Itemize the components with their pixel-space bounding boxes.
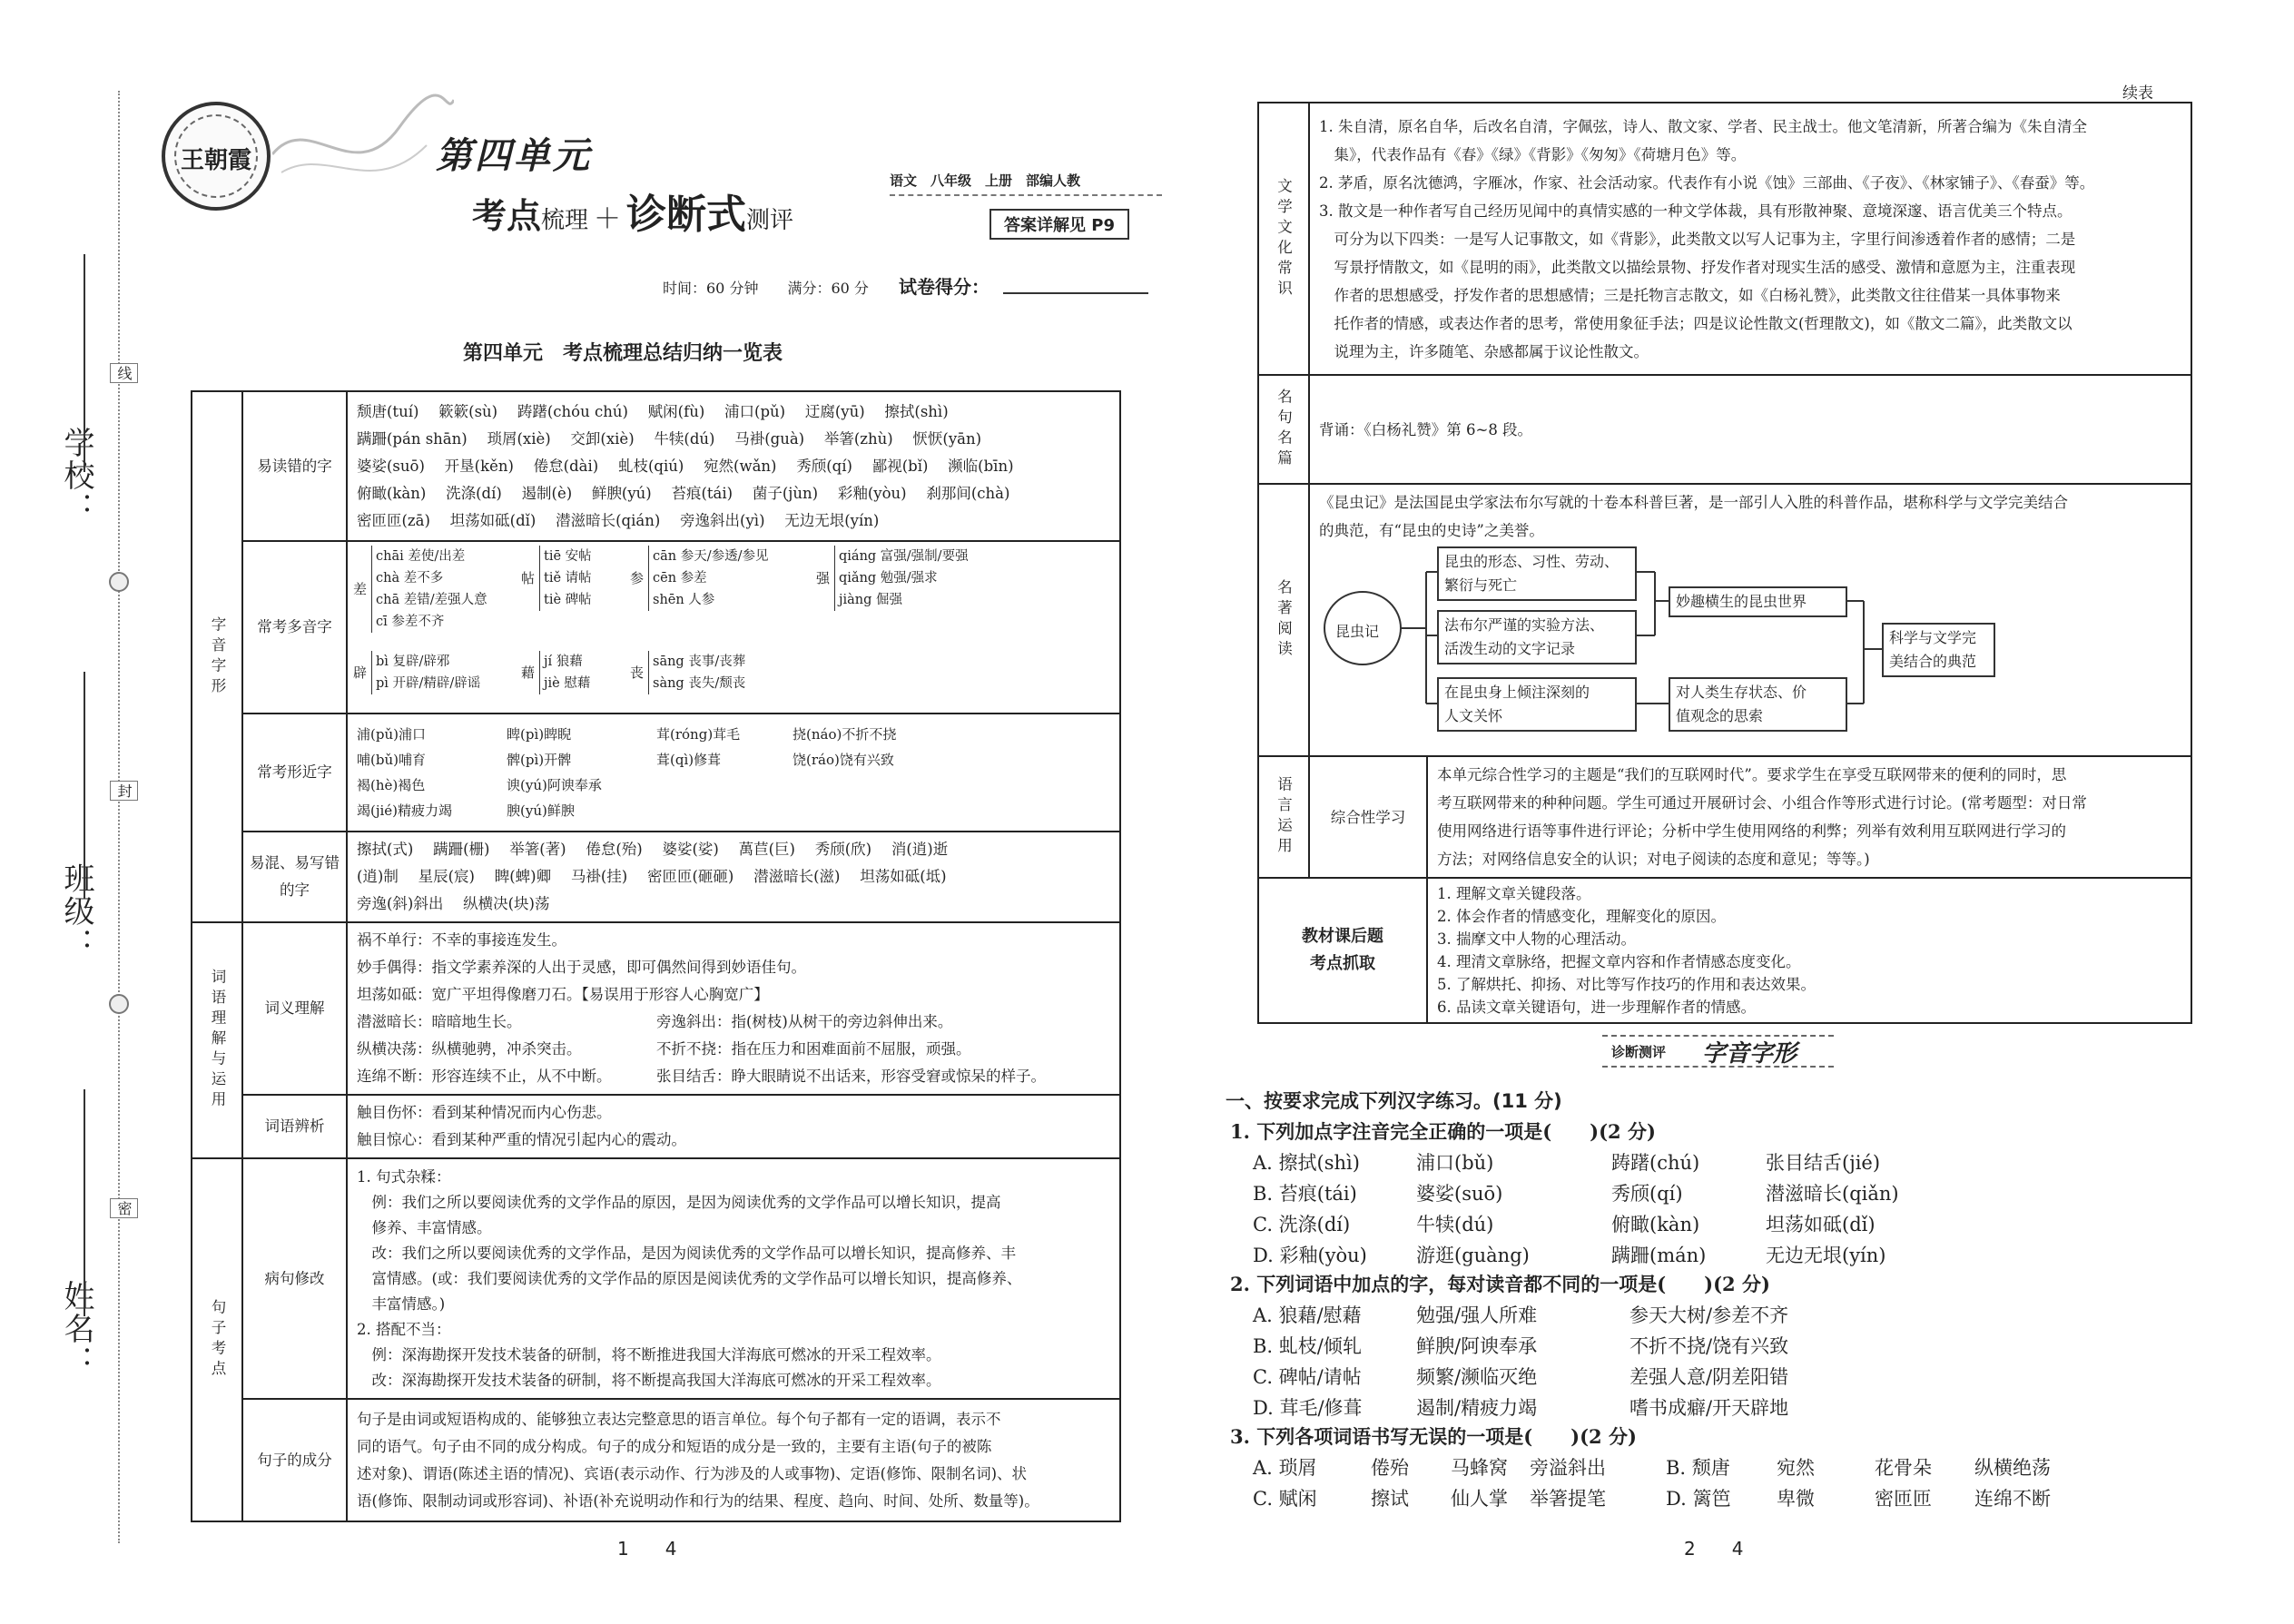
question-1: 1. 下列加点字注音完全正确的一项是( )(2 分): [1230, 1120, 1656, 1143]
similar-char: 褐(hè)褐色: [357, 777, 426, 793]
node-text: 在昆虫身上倾注深刻的: [1444, 684, 1590, 701]
literature-cell: [1309, 103, 2191, 375]
misread-chars-cell: [347, 391, 1120, 541]
text-line: 改：深海勘探开发技术装备的研制，将不断提高我国大洋海底可燃冰的开采工程效率。: [357, 1371, 941, 1389]
answer-option[interactable]: 举箸提笔: [1530, 1488, 1606, 1510]
text-line: 2. 搭配不当：: [357, 1320, 451, 1338]
answer-option[interactable]: 擦试: [1371, 1488, 1409, 1510]
text-line: 颓唐(tuí) 簌簌(sù) 踌躇(chóu chú) 赋闲(fù) 浦口(pǔ) 迂腐(yū) 擦拭(shì): [357, 402, 949, 420]
node-text: 人文关怀: [1444, 707, 1503, 724]
seal-tag-seal: 封: [110, 781, 138, 801]
category-sentences: 句子考点: [192, 1158, 242, 1521]
answer-option[interactable]: 仙人掌: [1451, 1488, 1508, 1510]
page-number-left: 1 4: [617, 1538, 677, 1560]
text-line: 考互联网带来的种种问题。学生可通过开展研讨会、小组合作等形式进行讨论。(常考题型：对日常: [1437, 794, 2087, 812]
mind-map-node: [1437, 546, 1637, 601]
similar-char: 髀(pì)开髀: [507, 752, 572, 768]
text-line: 触目惊心：看到某种严重的情况引起内心的震动。: [357, 1131, 686, 1148]
node-text: 美结合的典范: [1889, 653, 1977, 670]
polyphonic-char: 参: [630, 570, 645, 586]
question-2: 2. 下列词语中加点的字，每对读音都不同的一项是( )(2 分): [1230, 1273, 1770, 1295]
continued-label: 续表: [2122, 84, 2153, 103]
similar-char: 挠(náo)不折不挠: [793, 726, 897, 743]
name-label: 姓名：: [58, 1280, 94, 1378]
text-line: 例：我们之所以要阅读优秀的文学作品的原因，是因为阅读优秀的文学作品可以增长知识，提高: [357, 1193, 1001, 1211]
text-line: 《昆虫记》是法国昆虫学家法布尔写就的十卷本科普巨著，是一部引人入胜的科普作品，堪称科学与文学完美结合: [1319, 494, 2068, 511]
text-line: 俯瞰(kàn) 洗涤(dí) 遏制(è) 鲜腴(yú) 苔痕(tái) 菌子(jùn) 彩釉(yòu) 刹那间(chà): [357, 484, 1010, 502]
mind-map-node: 妙趣横生的昆虫世界: [1669, 586, 1847, 617]
answer-option[interactable]: A. 擦拭(shì): [1253, 1152, 1360, 1174]
text-line: 2. 茅盾，原名沈德鸿，字雁冰，作家、社会活动家。代表作有小说《蚀》三部曲、《子夜》、《林家铺子》、《春蚕》等。: [1319, 173, 2095, 192]
answer-reference: 答案详解见 P9: [989, 209, 1129, 240]
text-line: 句子是由词或短语构成的、能够独立表达完整意思的语言单位。每个句子都有一定的语调，表示不: [357, 1410, 1001, 1428]
answer-option[interactable]: C. 洗涤(dí): [1253, 1214, 1351, 1235]
section-banner: [1602, 1035, 1834, 1068]
node-text: 值观念的思索: [1676, 707, 1764, 724]
polyphonic-char: 帖: [521, 570, 536, 586]
text-line: pì 开辟/精辟/辟谣: [376, 676, 481, 691]
subcategory-label: 易混、易写错的字: [242, 832, 347, 922]
text-line: 妙手偶得：指文学素养深的人出于灵感，即可偶然间得到妙语佳句。: [357, 959, 806, 976]
binding-hole: [109, 572, 129, 592]
text-line: 密匝匝(zā) 坦荡如砥(dǐ) 潜滋暗长(qián) 旁逸斜出(yì) 无边无垠(yín): [357, 511, 880, 529]
text-line: 祸不单行：不幸的事接连发生。: [357, 931, 566, 949]
similar-chars-cell: [347, 714, 1120, 832]
answer-option[interactable]: 连绵不断: [1974, 1488, 2051, 1510]
text-line: 丰富情感。): [357, 1294, 446, 1313]
answer-option[interactable]: 参天大树/参差不齐: [1629, 1304, 1789, 1326]
answer-option[interactable]: 张目结舌(jié): [1766, 1152, 1881, 1174]
course-info: 语文 八年级 上册 部编人教: [890, 172, 1081, 189]
sentence-components-cell: [347, 1399, 1120, 1521]
answer-option[interactable]: B. 虬枝/倾轧: [1253, 1335, 1362, 1357]
text-line: sāng 丧事/丧葬: [653, 655, 746, 669]
mind-map-node: [1882, 623, 1995, 677]
text-line: 1. 理解文章关键段落。: [1437, 885, 1591, 902]
label-line: 考点抓取: [1310, 954, 1375, 973]
summary-table: [191, 390, 1121, 1522]
text-line: 作者的思想感受，抒发作者的思想感情；三是托物言志散文，如《白杨礼赞》，此类散文往往借某一具体事物来: [1319, 286, 2061, 304]
textbook-exercise-cell: [1427, 878, 2191, 1023]
polyphonic-char: 强: [816, 570, 831, 586]
text-line: chà 差不多: [376, 571, 444, 586]
subcategory-label: 综合性学习: [1309, 756, 1427, 878]
text-line: 蹒跚(pán shān) 琐屑(xiè) 交卸(xiè) 牛犊(dú) 马褂(guà) 举箸(zhù) 恹恹(yān): [357, 429, 982, 448]
text-line: 婆娑(suō) 开垦(kěn) 倦怠(dài) 虬枝(qiú) 宛然(wǎn) 秀颀(qí) 鄙视(bǐ) 濒临(bīn): [357, 457, 1014, 475]
class-blank: [84, 672, 85, 899]
category-classic-reading: 名著阅读: [1258, 484, 1309, 756]
header-subtitle: [472, 182, 793, 240]
answer-option[interactable]: A. 琐屑: [1253, 1457, 1317, 1479]
text-line: 的典范，有“昆虫的史诗”之美誉。: [1319, 522, 1544, 539]
text-line: 方法；对网络信息安全的认识；对电子阅读的态度和意见；等等。): [1437, 851, 1870, 868]
text-line: jiè 慰藉: [544, 676, 591, 691]
text-line: 擦拭(式) 蹒跚(栅) 举箸(著) 倦怠(殆) 婆娑(娑) 萬苣(巨) 秀颀(欣) 消(逍)逝: [357, 841, 949, 858]
category-literature: 文学文化常识: [1258, 103, 1309, 375]
polyphonic-char: 藉: [521, 664, 536, 681]
text-line: 本单元综合性学习的主题是“我们的互联网时代”。要求学生在享受互联网带来的便利的同时，思: [1437, 766, 2067, 783]
text-line: 修养、丰富情感。: [357, 1218, 492, 1236]
text-line: 说理为主，许多随笔、杂感都属于议论性散文。: [1319, 342, 1649, 360]
text-line: cān 参天/参透/参见: [653, 549, 769, 564]
answer-option[interactable]: 潜滋暗长(qiǎn): [1766, 1183, 1899, 1205]
similar-char: 茸(róng)茸毛: [656, 726, 741, 743]
answer-option[interactable]: 坦荡如砥(dǐ): [1766, 1214, 1876, 1235]
text-line: 1. 朱自清，原名自华，后改名自清，字佩弦，诗人、散文家、学者、民主战士。他文笔清新，所著合编为《朱自清全: [1319, 117, 2087, 135]
text-line: 张目结舌：睁大眼睛说不出话来，形容受窘或惊呆的样子。: [656, 1068, 1046, 1085]
similar-char: 浦(pǔ)浦口: [357, 726, 426, 743]
category-pronunciation: 字音字形: [192, 391, 242, 922]
text-line: 连绵不断：形容连续不止，从不中断。: [357, 1068, 612, 1085]
subcategory-label: 词语辨析: [242, 1095, 347, 1158]
similar-char: 葺(qì)修葺: [656, 752, 722, 768]
mind-map-node: [1669, 677, 1847, 732]
category-famous-lines: 名句名篇: [1258, 375, 1309, 484]
text-line: chā 差错/差强人意: [376, 593, 487, 607]
text-line: 使用网络进行语等事件进行评论；分析中学生使用网络的利弊；列举有效利用互联网进行学习的: [1437, 822, 2066, 840]
time-info: 时间：60 分钟 满分：60 分: [663, 280, 869, 297]
text-line: 4. 理清文章脉络，把握文章内容和作者情感态度变化。: [1437, 953, 1801, 970]
answer-option[interactable]: 遏制/精疲力竭: [1416, 1397, 1538, 1419]
text-line: 改：我们之所以要阅读优秀的文学作品，是因为阅读优秀的文学作品可以增长知识，提高修养、丰: [357, 1244, 1016, 1262]
answer-option[interactable]: 纵横绝荡: [1974, 1457, 2051, 1479]
page-number-right: 2 4: [1684, 1538, 1744, 1560]
answer-option[interactable]: D. 篱笆: [1666, 1488, 1731, 1510]
score-field[interactable]: [1003, 292, 1148, 294]
subcategory-label: 常考形近字: [242, 714, 347, 832]
node-text: 科学与文学完: [1889, 629, 1977, 646]
text-line: 述对象)、谓语(陈述主语的情况)、宾语(表示动作、行为涉及的人或事物)、定语(修饰、限制名词)、状: [357, 1464, 1028, 1482]
seal-tag-secret: 密: [110, 1198, 138, 1218]
similar-char: 睥(pì)睥睨: [507, 726, 572, 743]
text-line: 坦荡如砥：宽广平坦得像磨刀石。【易误用于形容人心胸宽广】: [357, 986, 769, 1003]
text-line: sàng 丧失/颓丧: [653, 676, 746, 691]
answer-option[interactable]: 勉强/强人所难: [1416, 1304, 1538, 1326]
answer-option[interactable]: 俯瞰(kàn): [1611, 1214, 1700, 1235]
subtitle-part: 测评: [746, 207, 794, 234]
node-text: 对人类生存状态、价: [1676, 684, 1807, 701]
text-line: chāi 差使/出差: [376, 549, 466, 564]
label-line: 教材课后题: [1302, 927, 1383, 946]
text-line: 集》，代表作品有《春》《绿》《背影》《匆匆》《荷塘月色》等。: [1319, 145, 1747, 163]
text-line: 触目伤怀：看到某种情况而内心伤悲。: [357, 1104, 612, 1121]
name-blank: [84, 1089, 85, 1316]
famous-lines-cell: 背诵：《白杨礼赞》第 6~8 段。: [1309, 375, 2191, 484]
answer-option[interactable]: 不折不挠/饶有兴致: [1629, 1335, 1789, 1357]
answer-option[interactable]: 秀颀(qí): [1611, 1183, 1683, 1205]
textbook-exercise-label: [1258, 878, 1427, 1023]
answer-option[interactable]: 频繁/濒临灭绝: [1416, 1366, 1538, 1388]
similar-char: 谀(yú)阿谀奉承: [507, 777, 602, 793]
seal-tag-line: 线: [110, 363, 138, 383]
answer-option[interactable]: C. 碑帖/请帖: [1253, 1366, 1362, 1388]
sentence-correction-cell: [347, 1158, 1120, 1399]
answer-option[interactable]: D. 彩釉(yòu): [1253, 1245, 1367, 1266]
answer-option[interactable]: 游逛(guàng): [1416, 1245, 1530, 1266]
answer-option[interactable]: 鲜腴/阿谀奉承: [1416, 1335, 1538, 1357]
score-label: 试卷得分：: [899, 276, 989, 298]
unit-title: 第四单元: [436, 135, 592, 177]
text-line: 语(修饰、限制动词或形容词)、补语(补充说明动作和行为的结果、程度、趋向、时间、处所、数量等)。: [357, 1491, 1039, 1510]
answer-option[interactable]: B. 颓唐: [1666, 1457, 1730, 1479]
subcategory-label: 句子的成分: [242, 1399, 347, 1521]
subcategory-label: 病句修改: [242, 1158, 347, 1399]
answer-option[interactable]: 倦殆: [1371, 1457, 1409, 1479]
logo-text: 王朝霞: [180, 147, 251, 174]
subcategory-label: 词义理解: [242, 922, 347, 1095]
text-line: 6. 品读文章关键语句，进一步理解作者的情感。: [1437, 999, 1756, 1016]
mind-map: [1319, 545, 2181, 740]
binding-hole: [109, 994, 129, 1014]
answer-option[interactable]: 蹒跚(mán): [1611, 1245, 1707, 1266]
text-line: qiáng 富强/强制/要强: [839, 549, 969, 564]
summary-title: 第四单元 考点梳理总结归纳一览表: [463, 342, 783, 365]
answer-option[interactable]: 马蜂窝: [1451, 1457, 1508, 1479]
node-text: 昆虫的形态、习性、劳动、: [1444, 553, 1620, 570]
text-line: shēn 人参: [653, 593, 715, 607]
mind-map-node: [1437, 677, 1637, 732]
text-line: 写景抒情散文，如《昆明的雨》，此类散文以描绘景物、抒发作者对现实生活的感受、激情和意愿为主，注重表现: [1319, 258, 2076, 276]
question-3: 3. 下列各项词语书写无误的一项是( )(2 分): [1230, 1425, 1637, 1448]
text-line: 富情感。(或：我们要阅读优秀的文学作品的原因是阅读优秀的文学作品可以增长知识，提高修养、: [357, 1269, 1022, 1287]
subtitle-part: 考点: [472, 196, 542, 236]
answer-option[interactable]: A. 狼藉/慰藉: [1253, 1304, 1362, 1326]
answer-option[interactable]: 浦口(bǔ): [1416, 1152, 1494, 1174]
subcategory-label: 常考多音字: [242, 541, 347, 714]
node-text: 法布尔严谨的实验方法、: [1444, 616, 1605, 634]
text-line: 1. 句式杂糅：: [357, 1167, 451, 1186]
text-line: tiē 安帖: [544, 549, 592, 564]
section-heading: 一、按要求完成下列汉字练习。(11 分): [1226, 1090, 1562, 1112]
similar-char: 竭(jié)精疲力竭: [357, 802, 453, 819]
node-text: 繁衍与死亡: [1444, 576, 1518, 594]
text-line: 旁逸(斜)斜出 纵横决(块)荡: [357, 895, 550, 912]
subtitle-part: 梳理: [541, 207, 589, 234]
text-line: 5. 了解烘托、抑扬、对比等写作技巧的作用和表达效果。: [1437, 976, 1816, 993]
answer-option[interactable]: 踌躇(chú): [1611, 1152, 1700, 1174]
text-line: 纵横决荡：纵横驰骋，冲杀突击。: [357, 1040, 582, 1058]
confusable-chars-cell: [347, 832, 1120, 922]
answer-option[interactable]: 卑微: [1777, 1488, 1815, 1510]
answer-option[interactable]: 旁溢斜出: [1530, 1457, 1606, 1479]
text-line: 潜滋暗长：暗暗地生长。: [357, 1013, 522, 1030]
text-line: tiě 请帖: [544, 571, 592, 586]
header-divider: [890, 194, 1162, 196]
mind-map-node: [1437, 610, 1637, 664]
text-line: qiǎng 勉强/强求: [839, 571, 938, 586]
answer-option[interactable]: D. 茸毛/修葺: [1253, 1397, 1363, 1419]
text-line: bì 复辟/辟邪: [376, 655, 450, 669]
school-blank: [84, 254, 85, 472]
answer-option[interactable]: 宛然: [1777, 1457, 1815, 1479]
polyphonic-char: 丧: [630, 664, 645, 681]
node-text: 活泼生动的文字记录: [1444, 640, 1576, 657]
classic-reading-cell: [1309, 484, 2191, 756]
answer-option[interactable]: 差强人意/阴差阳错: [1629, 1366, 1789, 1388]
answer-option[interactable]: 嗜书成癖/开天辟地: [1629, 1397, 1789, 1419]
text-line: jí 狼藉: [544, 655, 583, 669]
polyphonic-char: 差: [353, 581, 368, 597]
text-line: (逍)制 星辰(宸) 睥(蜱)卿 马褂(挂) 密匝匝(砸砸) 潜滋暗长(滋) 坦荡如砥(坻): [357, 868, 947, 885]
text-line: 可分为以下四类：一是写人记事散文，如《背影》，此类散文以写人记事为主，字里行间渗透着作者的感情；二是: [1319, 230, 2076, 248]
text-line: 例：深海勘探开发技术装备的研制，将不断推进我国大洋海底可燃冰的开采工程效率。: [357, 1345, 941, 1363]
publisher-logo: [162, 102, 271, 211]
text-line: 旁逸斜出：指(树枝)从树干的旁边斜伸出来。: [656, 1013, 953, 1030]
answer-option[interactable]: 无边无垠(yín): [1766, 1245, 1886, 1266]
similar-char: 哺(bǔ)哺育: [357, 752, 426, 768]
subtitle-part: 诊断式: [626, 192, 747, 238]
text-line: cī 参差不齐: [376, 615, 445, 629]
answer-option[interactable]: 密匝匝: [1875, 1488, 1932, 1510]
answer-option[interactable]: C. 赋闲: [1253, 1488, 1317, 1510]
answer-option[interactable]: 婆娑(suō): [1416, 1183, 1503, 1205]
text-line: 3. 散文是一种作者写自己经历见闻中的真情实感的一种文学体裁，具有形散神聚、意境深邃、语言优美三个特点。: [1319, 202, 2072, 220]
mind-map-center: 昆虫记: [1335, 623, 1380, 640]
text-line: 2. 体会作者的情感变化，理解变化的原因。: [1437, 908, 1726, 925]
text-line: cēn 参差: [653, 571, 707, 586]
category-vocabulary: 词语理解与运用: [192, 922, 242, 1158]
answer-option[interactable]: B. 苔痕(tái): [1253, 1183, 1357, 1205]
banner-title: 字音字形: [1702, 1040, 1797, 1068]
school-label: 学校：: [58, 427, 94, 525]
text-line: 托作者的情感，或表达作者的思考，常使用象征手法；四是议论性散文(哲理散文)，如《散文二篇》，此类散文以: [1319, 314, 2072, 332]
ribbon-decoration: [272, 91, 454, 200]
language-use-cell: [1427, 756, 2191, 878]
similar-char: 腴(yú)鲜腴: [507, 802, 575, 819]
category-language-use: 语言运用: [1258, 756, 1309, 878]
answer-option[interactable]: 牛犊(dú): [1416, 1214, 1494, 1235]
binding-line: [118, 91, 120, 1543]
text-line: 同的语气。句子由不同的成分构成。句子的成分和短语的成分是一致的，主要有主语(句子的被陈: [357, 1437, 992, 1455]
word-meaning-cell: [347, 922, 1120, 1095]
polyphonic-char: 辟: [353, 664, 368, 681]
text-line: 不折不挠：指在压力和困难面前不屈服，顽强。: [656, 1040, 971, 1058]
text-line: jiàng 倔强: [839, 593, 903, 607]
subcategory-label: 易读错的字: [242, 391, 347, 541]
word-distinction-cell: [347, 1095, 1120, 1158]
banner-label: 诊断测评: [1611, 1044, 1667, 1060]
class-label: 班级：: [58, 862, 94, 960]
text-line: tiè 碑帖: [544, 593, 592, 607]
summary-table-continued: [1257, 102, 2192, 1024]
text-line: 3. 揣摩文中人物的心理活动。: [1437, 930, 1636, 948]
polyphonic-cell: [347, 541, 1120, 714]
answer-option[interactable]: 花骨朵: [1875, 1457, 1932, 1479]
subtitle-part: ＋: [594, 203, 622, 235]
similar-char: 饶(ráo)饶有兴致: [793, 752, 894, 768]
